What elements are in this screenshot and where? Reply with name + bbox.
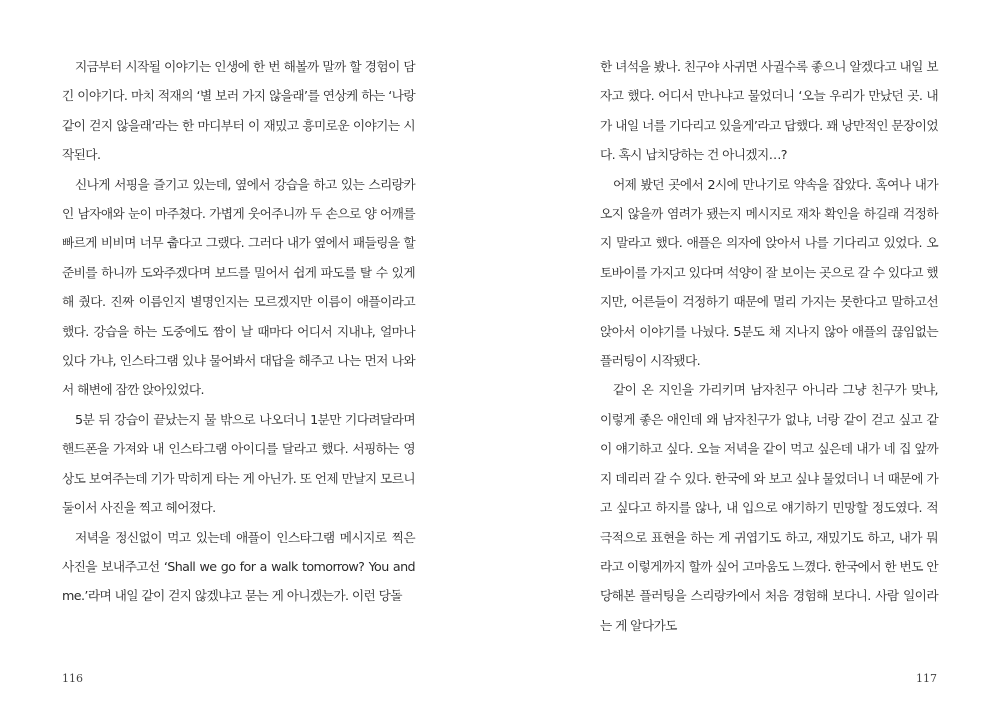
- paragraph: 같이 온 지인을 가리키며 남자친구 아니라 그냥 친구가 맞냐, 이렇게 좋은 애인데 왜 남자친구가 없냐, 너랑 같이 걷고 싶고 같이 얘기하고 싶다. 오늘 저녁을 같이 먹고 싶은데 내가 네 집 앞까지 데리러 갈 수 있다. 한국에 와 보고 싶냐 물었더니 너 때문에 가고 싶다고 하지를 않나, 내 입으로 얘기하기 민망할 정도였다. 적극적으로 표현을 하는 게 귀엽기도 하고, 재밌기도 하고, 내가 뭐라고 이렇게까지 할까 싶어 고마움도 느꼈다. 한국에서 한 번도 안 당해본 플러팅을 스리랑카에서 처음 경험해 보다니. 사람 일이라는 게 알다가도: [600, 382, 938, 633]
- paragraph: 신나게 서핑을 즐기고 있는데, 옆에서 강습을 하고 있는 스리랑카인 남자애와 눈이 마주쳤다. 가볍게 웃어주니까 두 손으로 양 어깨를 빠르게 비비며 너무 춥다고 그랬다. 그러다 내가 옆에서 패들링을 할 준비를 하니까 도와주겠다며 보드를 밀어서 쉽게 파도를 탈 수 있게 해 줬다. 진짜 이름인지 별명인지는 모르겠지만 이름이 애플이라고 했다. 강습을 하는 도중에도 짬이 날 때마다 어디서 지내냐, 얼마나 있다 가냐, 인스타그램 있냐 물어봐서 대답을 해주고 나는 먼저 나와서 해변에 잠깐 앉아있었다.: [62, 176, 415, 398]
- paragraph-continued: 한 녀석을 봤나. 친구야 사귀면 사귈수록 좋으니 알겠다고 내일 보자고 했다. 어디서 만나냐고 물었더니 ‘오늘 우리가 만났던 곳. 내가 내일 너를 기다리고 있을게’라고 답했다. 꽤 낭만적인 문장이었다. 혹시 납치당하는 건 아니겠지…?: [600, 59, 938, 163]
- page-number: 117: [916, 672, 937, 685]
- paragraph: 어제 봤던 곳에서 2시에 만나기로 약속을 잡았다. 혹여나 내가 오지 않을까 염려가 됐는지 메시지로 재차 확인을 하길래 걱정하지 말라고 했다. 애플은 의자에 앉아서 나를 기다리고 있었다. 오토바이를 가지고 있다며 석양이 잘 보이는 곳으로 갈 수 있다고 했지만, 어른들이 걱정하기 때문에 멀리 가지는 못한다고 말하고선 앉아서 이야기를 나눴다. 5분도 채 지나지 않아 애플의 끊임없는 플러팅이 시작됐다.: [600, 176, 938, 369]
- left-page-body: [62, 52, 415, 611]
- page-number: 116: [62, 672, 83, 685]
- paragraph: 5분 뒤 강습이 끝났는지 물 밖으로 나오더니 1분만 기다려달라며 핸드폰을 가져와 내 인스타그램 아이디를 달라고 했다. 서핑하는 영상도 보여주는데 기가 막히게 타는 게 아닌가. 또 언제 만날지 모르니 둘이서 사진을 찍고 헤어졌다.: [62, 411, 415, 516]
- right-page-body: [600, 52, 938, 640]
- paragraph: 저녁을 정신없이 먹고 있는데 애플이 인스타그램 메시지로 찍은 사진을 보내주고선 ‘Shall we go for a walk tomorrow? You and me.’라며 내일 같이 걷지 않겠냐고 묻는 게 아니겠는가. 이런 당돌: [62, 529, 415, 604]
- right-page: [500, 0, 1000, 719]
- paragraph: 지금부터 시작될 이야기는 인생에 한 번 해볼까 말까 할 경험이 담긴 이야기다. 마치 적재의 ‘별 보러 가지 않을래’를 연상케 하는 ‘나랑 같이 걷지 않을래’라는 한 마디부터 이 재밌고 흥미로운 이야기는 시작된다.: [62, 59, 415, 163]
